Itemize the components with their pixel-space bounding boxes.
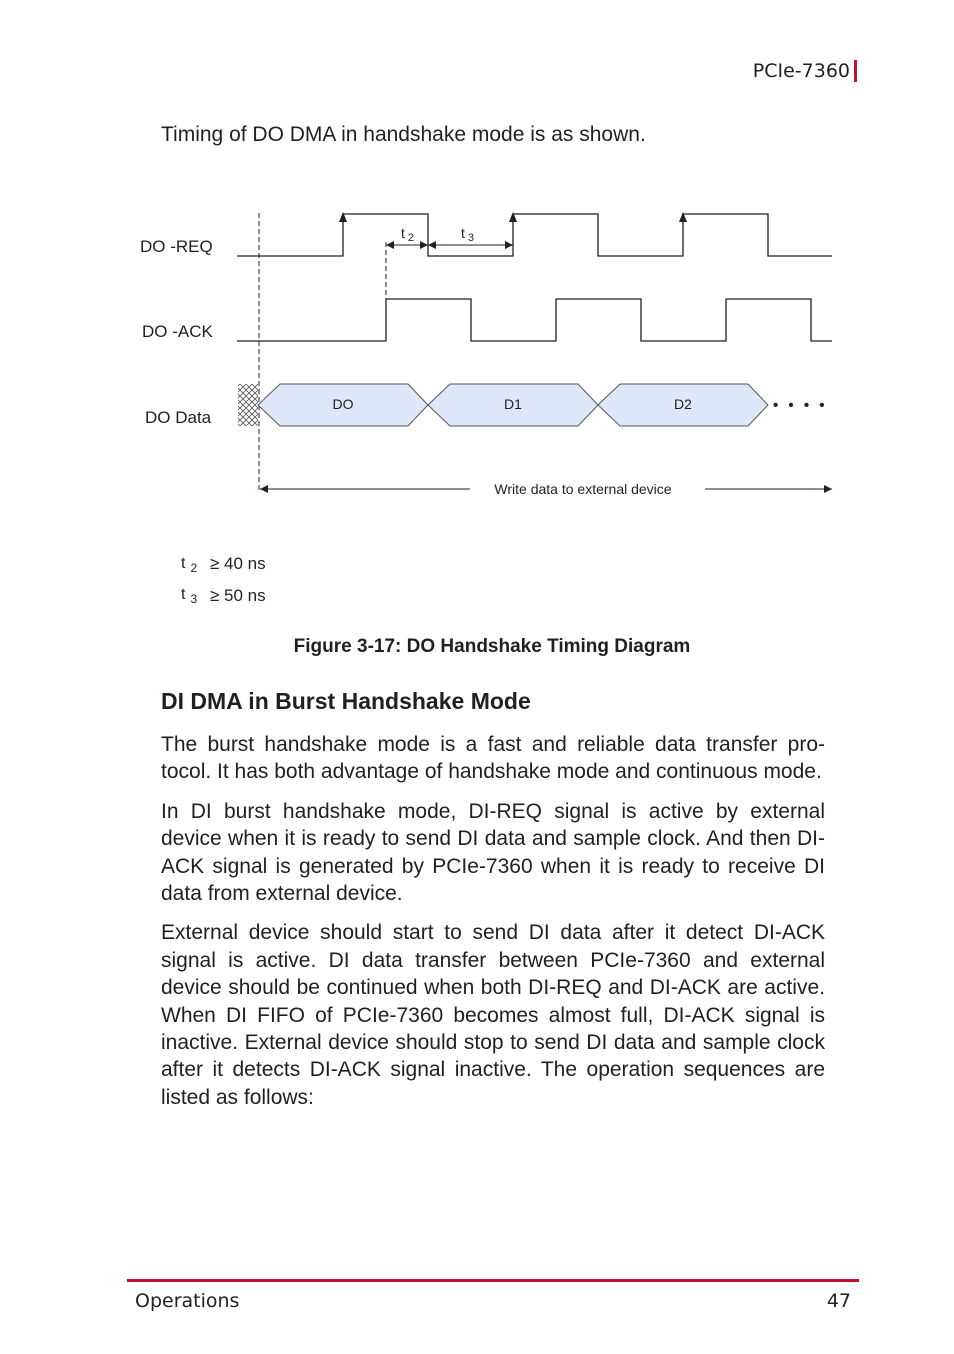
do-ack-waveform: [237, 299, 832, 341]
timing-diagram: [0, 0, 954, 620]
t2-arrowhead-left: [386, 241, 394, 249]
paragraph: The burst handshake mode is a fast and reliable data transfer pro-tocol. It has both advantage of handshake mode and continuous mode.: [161, 733, 825, 784]
t3-arrowhead-right: [505, 241, 513, 249]
write-arrowhead-left: [260, 485, 268, 493]
write-arrowhead-right: [824, 485, 832, 493]
spec-t2-value: ≥ 40 ns: [210, 554, 266, 573]
section-heading: DI DMA in Burst Handshake Mode: [161, 688, 531, 714]
signal-label-do-req: DO -REQ: [140, 237, 213, 256]
data-word-label: D1: [504, 396, 522, 412]
t2-label: t $_2$: [401, 225, 415, 244]
signal-label-do-ack: DO -ACK: [142, 322, 213, 341]
page-number: 47: [826, 1290, 851, 1312]
t3-arrowhead-left: [428, 241, 436, 249]
body-text: [161, 731, 825, 1123]
signal-label-do-data: DO Data: [145, 408, 212, 427]
data-undefined-hatch: [238, 384, 258, 426]
spec-t3-value: ≥ 50 ns: [210, 586, 266, 605]
intro-text: Timing of DO DMA in handshake mode is as shown.: [161, 123, 646, 146]
footer-rule: [127, 1279, 859, 1282]
do-req-waveform: [237, 214, 832, 256]
figure-caption: Figure 3-17: DO Handshake Timing Diagram: [293, 636, 691, 657]
data-continuation-dots: • • • •: [773, 397, 828, 414]
write-data-label: Write data to external device: [494, 481, 672, 497]
spec-t2-symbol: t $_2$: [181, 555, 198, 575]
paragraph: External device should start to send DI data after it detect DI-ACK signal is active. DI data transfer between PCIe-7360 and external device should be continued when both DI-REQ and DI-ACK are active. When DI FIFO of PCIe-7360 becomes almost full, DI-ACK signal is inactive. External device should stop to send DI data and sample clock after it detects DI-ACK signal inactive. The operation sequences are listed as follows:: [161, 921, 825, 1109]
footer-section: Operations: [135, 1290, 240, 1312]
t3-label: t $_3$: [461, 225, 475, 244]
data-word-label: DO: [332, 396, 354, 412]
spec-t3-symbol: t $_3$: [181, 586, 198, 606]
t2-arrowhead-right: [420, 241, 428, 249]
paragraph: In DI burst handshake mode, DI-REQ signal is active by external device when it is ready to send DI data and sample clock. And then DI-ACK signal is generated by PCIe-7360 when it is ready to receive DI data from external device.: [161, 799, 825, 906]
data-word-label: D2: [674, 396, 692, 412]
product-name: PCIe-7360: [752, 60, 850, 82]
